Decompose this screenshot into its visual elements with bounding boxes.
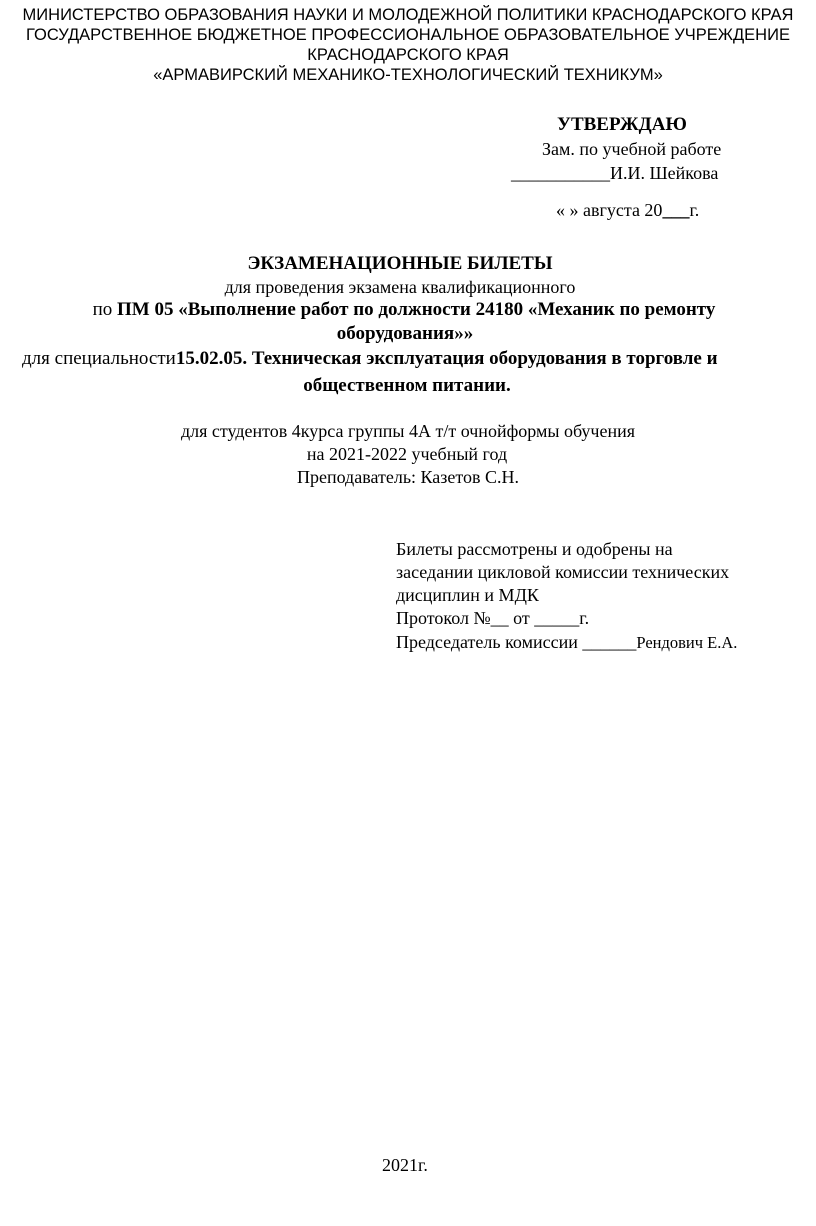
specialty-line-1 bbox=[22, 348, 718, 370]
commission-line-3: дисциплин и МДК bbox=[396, 585, 539, 605]
students-info: для студентов 4курса группы 4А т/т очнойформы обучения bbox=[180, 421, 636, 441]
institution-line: ГОСУДАРСТВЕННОЕ БЮДЖЕТНОЕ ПРОФЕССИОНАЛЬНОЕ ОБРАЗОВАТЕЛЬНОЕ УЧРЕЖДЕНИЕ bbox=[26, 26, 790, 44]
exam-purpose: для проведения экзамена квалификационного bbox=[224, 277, 576, 297]
specialty-line-2: общественном питании. bbox=[303, 375, 511, 396]
module-prefix: по bbox=[92, 299, 118, 320]
chair-prefix: Председатель комиссии ______ bbox=[396, 632, 637, 652]
approval-position: Зам. по учебной работе bbox=[542, 139, 722, 159]
approval-signature bbox=[511, 163, 718, 184]
approval-title: УТВЕРЖДАЮ bbox=[557, 114, 687, 135]
commission-chair bbox=[396, 632, 737, 653]
document-title: ЭКЗАМЕНАЦИОННЫЕ БИЛЕТЫ bbox=[247, 253, 553, 274]
signature-blank: ___________ bbox=[511, 163, 610, 183]
specialty-name: 15.02.05. Техническая эксплуатация оборудования в торговле и bbox=[175, 348, 718, 369]
specialty-prefix: для специальности bbox=[22, 348, 176, 369]
region-line: КРАСНОДАРСКОГО КРАЯ bbox=[307, 46, 509, 64]
year-blank: ___ bbox=[662, 200, 690, 220]
module-line-2: оборудования»» bbox=[336, 323, 474, 344]
academic-year: на 2021-2022 учебный год bbox=[306, 444, 508, 464]
technikum-name: «АРМАВИРСКИЙ МЕХАНИКО-ТЕХНОЛОГИЧЕСКИЙ ТЕХНИКУМ» bbox=[153, 66, 663, 84]
teacher: Преподаватель: Казетов С.Н. bbox=[296, 467, 520, 487]
module-name: ПМ 05 «Выполнение работ по должности 24180 «Механик по ремонту bbox=[117, 299, 716, 320]
commission-line-1: Билеты рассмотрены и одобрены на bbox=[396, 539, 673, 559]
approver-name: И.И. Шейкова bbox=[610, 163, 719, 183]
date-text: « » августа 20 bbox=[556, 200, 663, 220]
ministry-line: МИНИСТЕРСТВО ОБРАЗОВАНИЯ НАУКИ И МОЛОДЕЖНОЙ ПОЛИТИКИ КРАСНОДАРСКОГО КРАЯ bbox=[22, 6, 794, 24]
approval-date bbox=[556, 200, 699, 221]
date-suffix: г. bbox=[689, 200, 700, 220]
module-line-1 bbox=[0, 299, 812, 321]
protocol-line: Протокол №__ от _____г. bbox=[396, 608, 590, 628]
document-year: 2021г. bbox=[382, 1155, 428, 1175]
chair-name: Рендович Е.А. bbox=[636, 633, 738, 652]
commission-line-2: заседании цикловой комиссии технических bbox=[396, 562, 730, 582]
